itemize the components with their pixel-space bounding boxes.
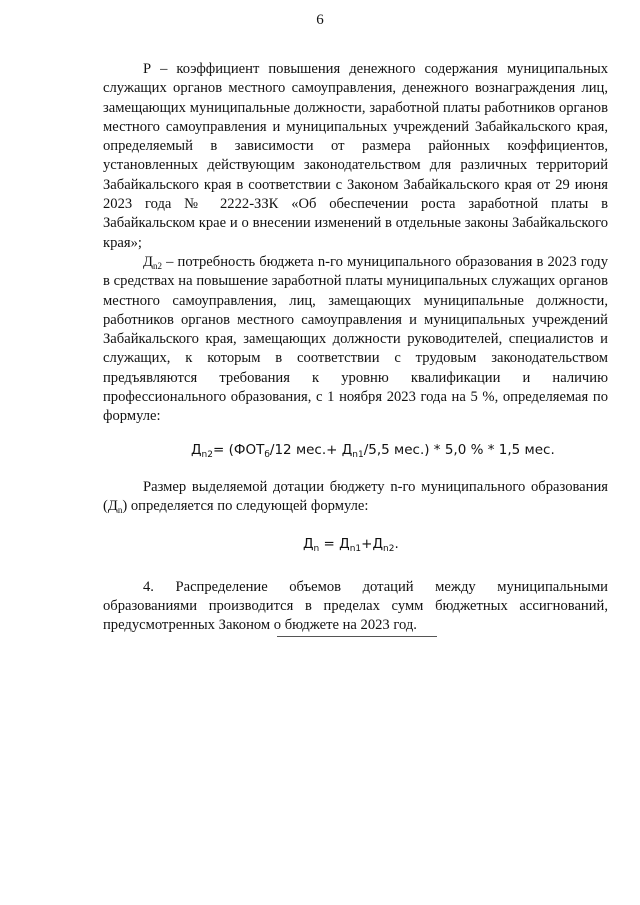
paragraph-distribution: 4. Распределение объемов дотаций между муниципальными образованиями производится в пределах сумм бюджетных ассигнований, предусмотренных Законом о бюджете на 2023 год. bbox=[103, 578, 608, 634]
formula-subscript: n2 bbox=[201, 449, 213, 460]
document-body bbox=[103, 60, 608, 636]
paragraph-subsidy-size bbox=[103, 478, 608, 517]
formula-part: = (ФОТ bbox=[212, 441, 265, 458]
formula-part: = Д bbox=[319, 535, 350, 552]
symbol-subscript: n2 bbox=[152, 260, 162, 271]
formula-symbol: Д bbox=[303, 535, 314, 552]
formula-part: . bbox=[394, 535, 399, 552]
formula-subscript: n1 bbox=[352, 449, 364, 460]
formula-subscript: б bbox=[264, 449, 270, 460]
formula-subscript: n bbox=[313, 543, 320, 554]
paragraph-coefficient-p: Р – коэффициент повышения денежного содержания муниципальных служащих органов местного самоуправления, денежного вознаграждения лиц, замещающих муниципальные должности, заработной платы работников органов местного самоуправления и муниципальных учреждений Забайкальского края, определяемый в зависимости от размера районных коэффициентов, установленных действующим законодательством для различных территорий Забайкальского края в соответствии с Законом Забайкальского края от 29 июня 2023 года № 2222-ЗЗК «Об обеспечении роста заработной платы в Забайкальском крае и о внесении изменений в отдельные законы Забайкальского края»; bbox=[103, 61, 608, 251]
formula-part: /12 мес.+ Д bbox=[269, 441, 353, 458]
formula-dn2 bbox=[103, 441, 608, 460]
symbol-subscript: n bbox=[117, 505, 123, 516]
formula-part: +Д bbox=[361, 535, 384, 552]
paragraph-text: ) определяется по следующей формуле: bbox=[122, 498, 369, 515]
formula-symbol: Д bbox=[191, 441, 202, 458]
end-of-document-rule bbox=[277, 636, 437, 637]
formula-subscript: n2 bbox=[383, 543, 395, 554]
paragraph-need-dn2 bbox=[103, 253, 608, 427]
symbol-d: Д bbox=[143, 253, 153, 270]
paragraph-text: Размер выделяемой дотации бюджету n-го муниципального образования (Д bbox=[103, 478, 608, 515]
formula-subscript: n1 bbox=[349, 543, 362, 554]
page-number: 6 bbox=[316, 12, 324, 28]
formula-part: /5,5 мес.) * 5,0 % * 1,5 мес. bbox=[363, 441, 555, 458]
paragraph-text: – потребность бюджета n-го муниципального образования в 2023 году в средствах на повышение заработной платы муниципальных служащих органов местного самоуправления, лиц, замещающих муниципальные должности, работников органов местного самоуправления и муниципальных учреждений Забайкальского края, замещающих должности руководителей, специалистов и служащих, к которым в соответствии с трудовым законодательством предъявляются требования к уровню квалификации и наличию профессионального образования, с 1 ноября 2023 года на 5 %, определяемая по формуле: bbox=[103, 253, 608, 425]
formula-dn bbox=[103, 535, 608, 554]
